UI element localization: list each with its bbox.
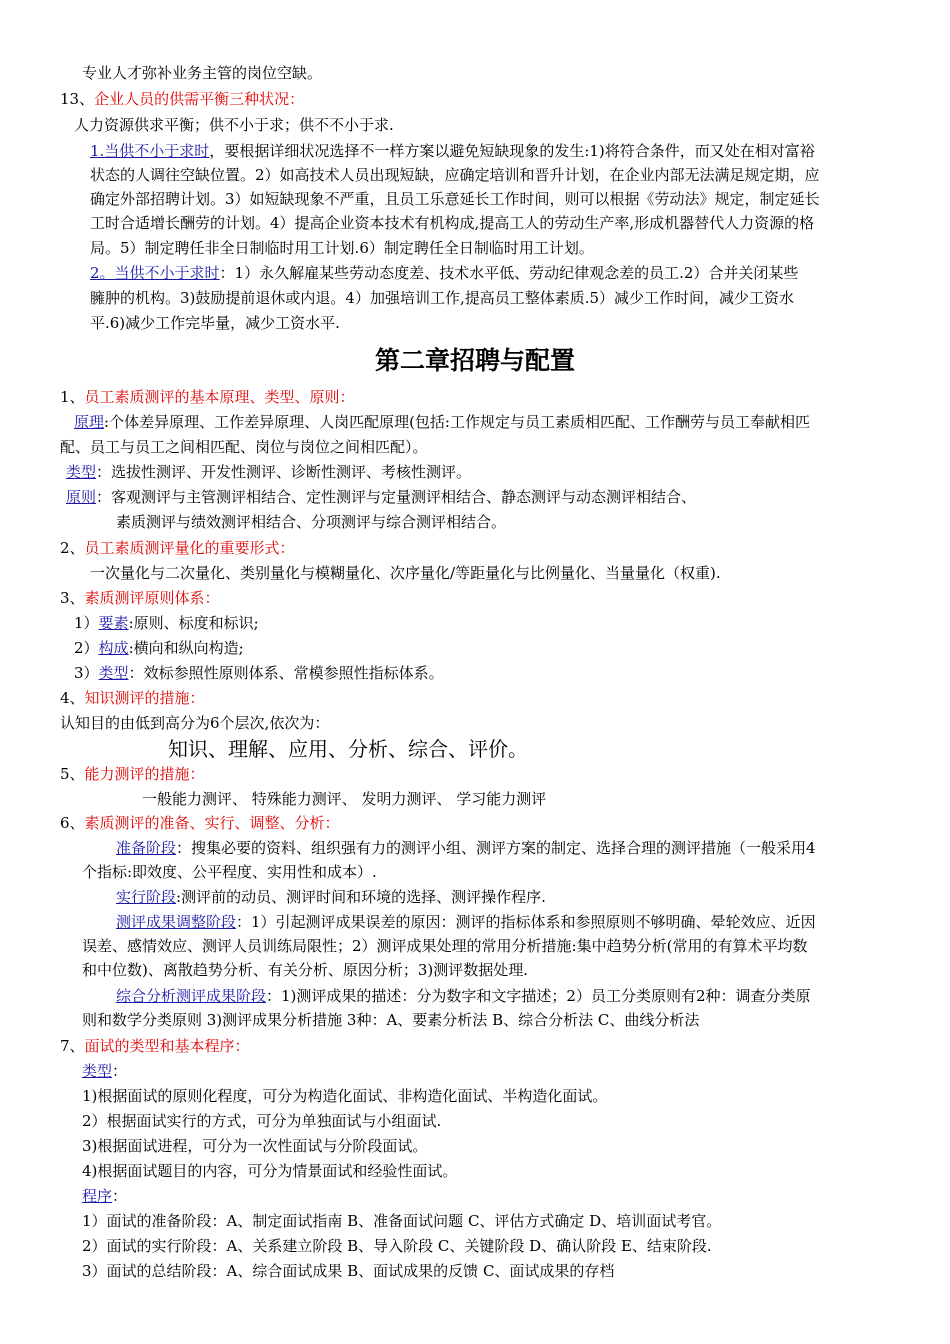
section-13-heading <box>60 88 304 110</box>
emphasis-line: 知识、理解、应用、分析、综合、评价。 <box>168 737 528 761</box>
list-item: 3)根据面试进程，可分为一次性面试与分阶段面试。 <box>82 1137 428 1155</box>
paragraph-line <box>66 461 471 483</box>
list-item: 1)根据面试的原则化程度，可分为构造化面试、非构造化面试、半构造化面试。 <box>82 1087 608 1105</box>
paragraph-line <box>116 985 811 1007</box>
section-number: 5、 <box>60 765 85 783</box>
section-number: 2、 <box>60 539 85 557</box>
paragraph-line: 配、员工与员工之间相匹配、岗位与岗位之间相匹配）。 <box>60 438 428 456</box>
paragraph-text: ，要根据详细状况选择不一样方案以避免短缺现象的发生:1)将符合条件，而又处在相对富裕 <box>209 142 815 160</box>
paragraph-text: :原则、标度和标识; <box>128 614 259 632</box>
list-item: 4)根据面试题目的内容，可分为情景面试和经验性面试。 <box>82 1162 458 1180</box>
paragraph-line <box>66 486 696 508</box>
subheading-link[interactable]: 准备阶段 <box>116 839 177 857</box>
paragraph-text: ： <box>112 1187 128 1205</box>
section-6-heading <box>60 812 340 834</box>
paragraph-text: ：1）引起测评成果误差的原因：测评的指标体系和参照原则不够明确、晕轮效应、近因 <box>236 913 816 931</box>
paragraph-text: ： <box>112 1062 128 1080</box>
paragraph-line <box>116 886 546 908</box>
paragraph-line: 臃肿的机构。3)鼓励提前退休或内退。4）加强培训工作,提高员工整体素质.5）减少工作时间，减少工资水 <box>90 289 795 307</box>
paragraph-line <box>116 837 816 859</box>
section-number: 6、 <box>60 814 85 832</box>
list-item: 2）面试的实行阶段：A、关系建立阶段 B、导入阶段 C、关键阶段 D、确认阶段 E、结束阶段. <box>82 1237 712 1255</box>
paragraph-line: 则和数学分类原则 3)测评成果分析措施 3种：A、要素分析法 B、综合分析法 C、曲线分析法 <box>82 1011 700 1029</box>
section-number: 7、 <box>60 1037 85 1055</box>
subheading-link[interactable]: 1.当供不小于求时 <box>90 142 210 160</box>
paragraph-line: 误差、感情效应、测评人员训练局限性；2）测评成果处理的常用分析措施:集中趋势分析(常用的有算术平均数 <box>82 937 808 955</box>
paragraph-line <box>90 262 798 284</box>
subheading-link[interactable]: 程序 <box>82 1187 113 1205</box>
list-marker: 1） <box>74 614 99 632</box>
paragraph-text: ：效标参照性原则体系、常模参照性指标体系。 <box>128 664 444 682</box>
paragraph-line <box>82 1060 127 1082</box>
paragraph-text: :测评前的动员、测评时间和环境的选择、测评操作程序. <box>176 888 546 906</box>
section-2-heading <box>60 537 295 559</box>
subheading-link[interactable]: 构成 <box>98 639 129 657</box>
list-item <box>74 662 444 684</box>
section-3-heading <box>60 587 220 609</box>
list-item: 3）面试的总结阶段：A、综合面试成果 B、面试成果的反馈 C、面试成果的存档 <box>82 1262 615 1280</box>
section-title: 企业人员的供需平衡三种状况： <box>94 90 305 108</box>
section-title: 面试的类型和基本程序： <box>84 1037 250 1055</box>
paragraph-text: ：1）永久解雇某些劳动态度差、技术水平低、劳动纪律观念差的员工.2）合并关闭某些 <box>219 264 799 282</box>
section-title: 员工素质测评量化的重要形式： <box>84 539 295 557</box>
section-number: 13、 <box>60 90 95 108</box>
paragraph-line: 一次量化与二次量化、类别量化与模糊量化、次序量化/等距量化与比例量化、当量量化（权重). <box>90 564 721 582</box>
paragraph-text: ：客观测评与主管测评相结合、定性测评与定量测评相结合、静态测评与动态测评相结合、 <box>96 488 697 506</box>
subheading-link[interactable]: 类型 <box>98 664 129 682</box>
paragraph-line <box>74 411 810 433</box>
paragraph-line: 个指标:即效度、公平程度、实用性和成本）. <box>82 863 377 881</box>
paragraph-line: 认知目的由低到高分为6个层次,依次为： <box>60 714 330 732</box>
subheading-link[interactable]: 2。当供不小于求时 <box>90 264 220 282</box>
paragraph-line: 工时合适增长酬劳的计划。4）提高企业资本技术有机构成,提高工人的劳动生产率,形成机器替代人力资源的格 <box>90 214 815 232</box>
section-title: 知识测评的措施： <box>84 689 205 707</box>
paragraph-line <box>82 1185 127 1207</box>
subheading-link[interactable]: 综合分析测评成果阶段 <box>116 987 267 1005</box>
paragraph-line: 素质测评与绩效测评相结合、分项测评与综合测评相结合。 <box>116 513 507 531</box>
paragraph-text: :个体差异原理、工作差异原理、人岗匹配原理(包括:工作规定与员工素质相匹配、工作酬劳与员工奉献相匹 <box>104 413 810 431</box>
list-item: 2）根据面试实行的方式，可分为单独面试与小组面试. <box>82 1112 442 1130</box>
paragraph-line: 专业人才弥补业务主管的岗位空缺。 <box>82 64 323 82</box>
subheading-link[interactable]: 类型 <box>66 463 97 481</box>
section-4-heading <box>60 687 205 709</box>
paragraph-text: ：1)测评成果的描述：分为数字和文字描述；2）员工分类原则有2种：调查分类原 <box>266 987 811 1005</box>
paragraph-line: 状态的人调往空缺位置。2）如高技术人员出现短缺，应确定培训和晋升计划，在企业内部无法满足规定期，应 <box>90 166 820 184</box>
subheading-link[interactable]: 原则 <box>66 488 97 506</box>
section-5-heading <box>60 763 205 785</box>
paragraph-line: 确定外部招聘计划。3）如短缺现象不严重，且员工乐意延长工作时间，则可以根据《劳动法》规定，制定延长 <box>90 190 820 208</box>
subheading-link[interactable]: 类型 <box>82 1062 113 1080</box>
section-number: 1、 <box>60 388 85 406</box>
paragraph-line: 平.6)减少工作完毕量，减少工资水平. <box>90 314 340 332</box>
paragraph-text: ：选拔性测评、开发性测评、诊断性测评、考核性测评。 <box>96 463 472 481</box>
section-title: 素质测评原则体系： <box>84 589 220 607</box>
chapter-title: 第二章招聘与配置 <box>374 346 575 375</box>
subheading-link[interactable]: 测评成果调整阶段 <box>116 913 237 931</box>
paragraph-line: 一般能力测评、 特殊能力测评、 发明力测评、 学习能力测评 <box>142 790 547 808</box>
paragraph-text: :横向和纵向构造; <box>128 639 244 657</box>
list-item <box>74 612 259 634</box>
list-marker: 3） <box>74 664 99 682</box>
paragraph-line: 和中位数)、离散趋势分析、有关分析、原因分析；3)测评数据处理. <box>82 961 529 979</box>
paragraph-line <box>90 140 815 162</box>
paragraph-line <box>116 911 816 933</box>
section-number: 4、 <box>60 689 85 707</box>
section-title: 能力测评的措施： <box>84 765 205 783</box>
subheading-link[interactable]: 要素 <box>98 614 129 632</box>
subheading-link[interactable]: 实行阶段 <box>116 888 177 906</box>
paragraph-line: 局。5）制定聘任非全日制临时用工计划.6）制定聘任全日制临时用工计划。 <box>90 239 594 257</box>
list-marker: 2） <box>74 639 99 657</box>
section-1-heading <box>60 386 355 408</box>
section-number: 3、 <box>60 589 85 607</box>
list-item <box>74 637 244 659</box>
paragraph-line: 人力资源供求平衡；供不小于求；供不不小于求. <box>74 116 394 134</box>
section-7-heading <box>60 1035 250 1057</box>
section-title: 素质测评的准备、实行、调整、分析： <box>84 814 340 832</box>
subheading-link[interactable]: 原理 <box>74 413 105 431</box>
section-title: 员工素质测评的基本原理、类型、原则： <box>84 388 355 406</box>
list-item: 1）面试的准备阶段：A、制定面试指南 B、准备面试问题 C、评估方式确定 D、培训面试考官。 <box>82 1212 722 1230</box>
paragraph-text: ：搜集必要的资料、组织强有力的测评小组、测评方案的制定、选择合理的测评措施（一般采用4 <box>176 839 816 857</box>
